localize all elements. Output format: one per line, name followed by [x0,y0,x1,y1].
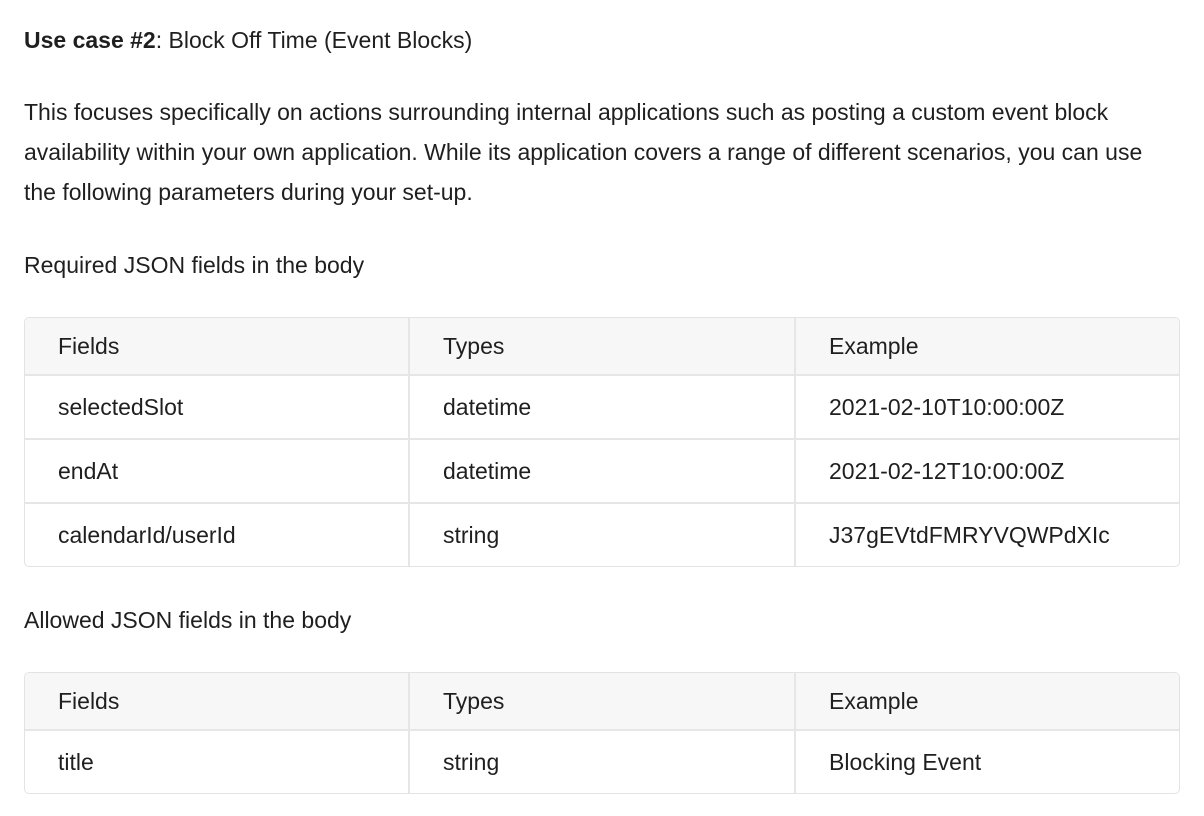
field-name-cell: calendarId/userId [25,503,409,566]
field-name-cell: title [25,730,409,793]
column-header-fields: Fields [25,673,409,730]
column-header-types: Types [409,673,795,730]
required-fields-label: Required JSON fields in the body [24,252,365,278]
field-name-cell: selectedSlot [25,375,409,439]
column-header-example: Example [795,318,1179,375]
field-example-cell: 2021-02-12T10:00:00Z [795,439,1179,503]
field-example-cell: Blocking Event [829,749,982,775]
column-header-types: Types [409,318,795,375]
table-row [25,375,1179,439]
table-header-row [25,673,1179,730]
use-case-title: : Block Off Time (Event Blocks) [155,27,473,53]
allowed-fields-label: Allowed JSON fields in the body [24,607,352,633]
intro-paragraph: This focuses specifically on actions surrounding internal applications such as posting a custom event block availability within your own application. While its application covers a range of different scenarios, you can use the following parameters during your set-up. [24,99,1143,205]
table-row [25,439,1179,503]
use-case-heading [24,20,1180,60]
table-row [25,730,1179,793]
field-name-cell: endAt [25,439,409,503]
field-type-cell: string [409,503,795,566]
use-case-number: Use case #2 [24,27,156,53]
allowed-fields-table [24,672,1180,794]
field-type-cell: datetime [409,375,795,439]
column-header-fields: Fields [25,318,409,375]
required-fields-table [24,317,1180,567]
field-example-cell: J37gEVtdFMRYVQWPdXIc [829,522,1110,548]
table-header-row [25,318,1179,375]
column-header-example: Example [795,673,1179,730]
table-row [25,503,1179,566]
field-type-cell: datetime [409,439,795,503]
field-type-cell: string [409,730,795,793]
field-example-cell: 2021-02-10T10:00:00Z [795,375,1179,439]
